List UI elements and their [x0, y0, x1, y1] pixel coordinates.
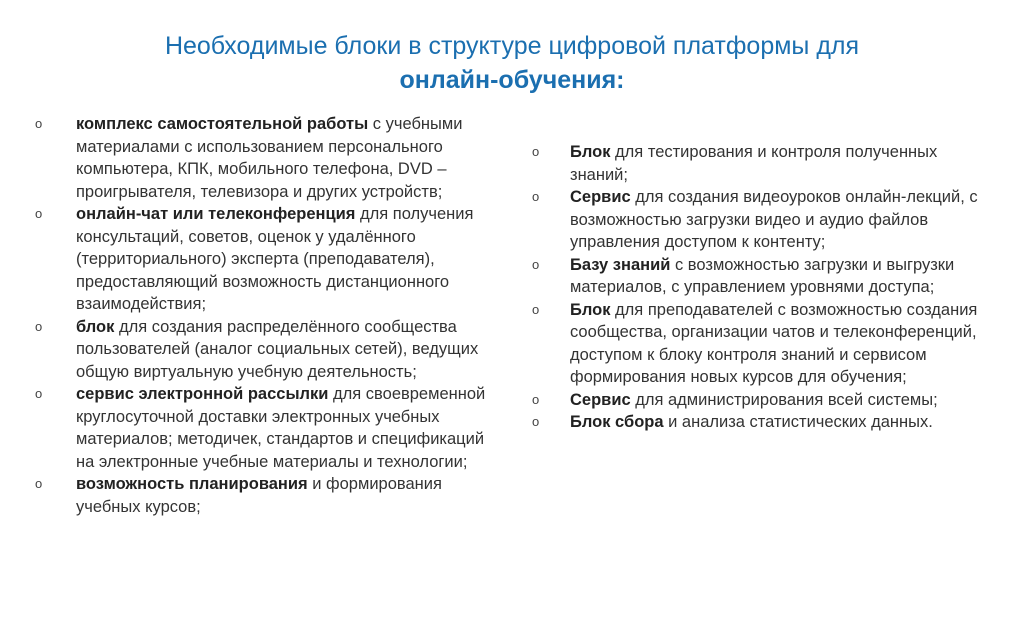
bullet-icon: o — [532, 189, 540, 204]
bullet-icon: o — [35, 206, 43, 221]
list-item — [33, 203, 503, 316]
bullet-icon: o — [532, 256, 540, 272]
list-item — [530, 186, 990, 254]
list-item — [33, 316, 503, 384]
list-item — [530, 141, 990, 186]
list-item — [530, 299, 990, 389]
bullet-icon: o — [532, 144, 540, 159]
list-item — [530, 389, 990, 412]
list-item — [33, 113, 503, 203]
list-item — [530, 411, 990, 434]
item-bold: онлайн-чат или телеконференция — [76, 205, 356, 223]
item-bold: Базу знаний — [570, 255, 671, 274]
list-item — [33, 473, 503, 518]
item-bold: блок — [76, 317, 115, 336]
item-text: для получения консультаций, советов, оценок у удалённого (территориального) эксперта (преподавателя), предоставляющий возможность дистанционного взаимодействия; — [76, 205, 474, 313]
bullet-icon: o — [532, 301, 540, 317]
bullet-icon: o — [35, 476, 43, 491]
item-text: для создания видеоуроков онлайн-лекций, с возможностью загрузки видео и аудио файлов управления доступом к контенту; — [570, 188, 978, 251]
item-text: и анализа статистических данных. — [663, 413, 933, 431]
item-text: для администрирования всей системы; — [630, 390, 938, 409]
item-text: для своевременной круглосуточной доставки электронных учебных материалов; методичек, стандартов и спецификаций на электронные учебные материалы и технологии; — [76, 385, 486, 471]
bullet-icon: o — [35, 116, 43, 131]
item-text: для создания распределённого сообщества пользователей (аналог социальных сетей), ведущих общую виртуальную учебную деятельность; — [76, 317, 479, 381]
slide-title — [60, 29, 964, 97]
item-text: для тестирования и контроля полученных знаний; — [570, 143, 938, 184]
item-bold: сервис электронной рассылки — [76, 385, 329, 403]
title-line-1: Необходимые блоки в структуре цифровой платформы для — [164, 31, 860, 60]
list-item — [530, 254, 990, 299]
item-bold: Блок сбора — [570, 413, 664, 431]
list-item — [33, 383, 503, 473]
item-bold: Сервис — [570, 390, 631, 409]
item-text: и формирования учебных курсов; — [76, 475, 442, 516]
right-list — [530, 141, 990, 434]
left-list — [33, 113, 503, 518]
item-bold: Блок — [570, 300, 611, 319]
item-text: для преподавателей с возможностью создания сообщества, организации чатов и телеконференций, доступом к блоку контроля знаний и сервисом формирования новых курсов для обучения; — [570, 300, 978, 386]
item-text: с возможностью загрузки и выгрузки материалов, с управлением уровнями доступа; — [570, 255, 955, 296]
bullet-icon: o — [35, 318, 43, 334]
item-bold: комплекс самостоятельной работы — [76, 115, 369, 133]
bullet-icon: o — [532, 391, 540, 407]
title-line-2: онлайн-обучения: — [399, 65, 625, 94]
item-bold: возможность планирования — [76, 475, 308, 493]
item-bold: Блок — [570, 143, 611, 161]
bullet-icon: o — [532, 414, 540, 429]
item-text: с учебными материалами с использованием персонального компьютера, КПК, мобильного телефона, DVD – проигрывателя, телевизора и других устройств; — [76, 115, 463, 201]
bullet-icon: o — [35, 386, 43, 401]
item-bold: Сервис — [570, 188, 631, 206]
